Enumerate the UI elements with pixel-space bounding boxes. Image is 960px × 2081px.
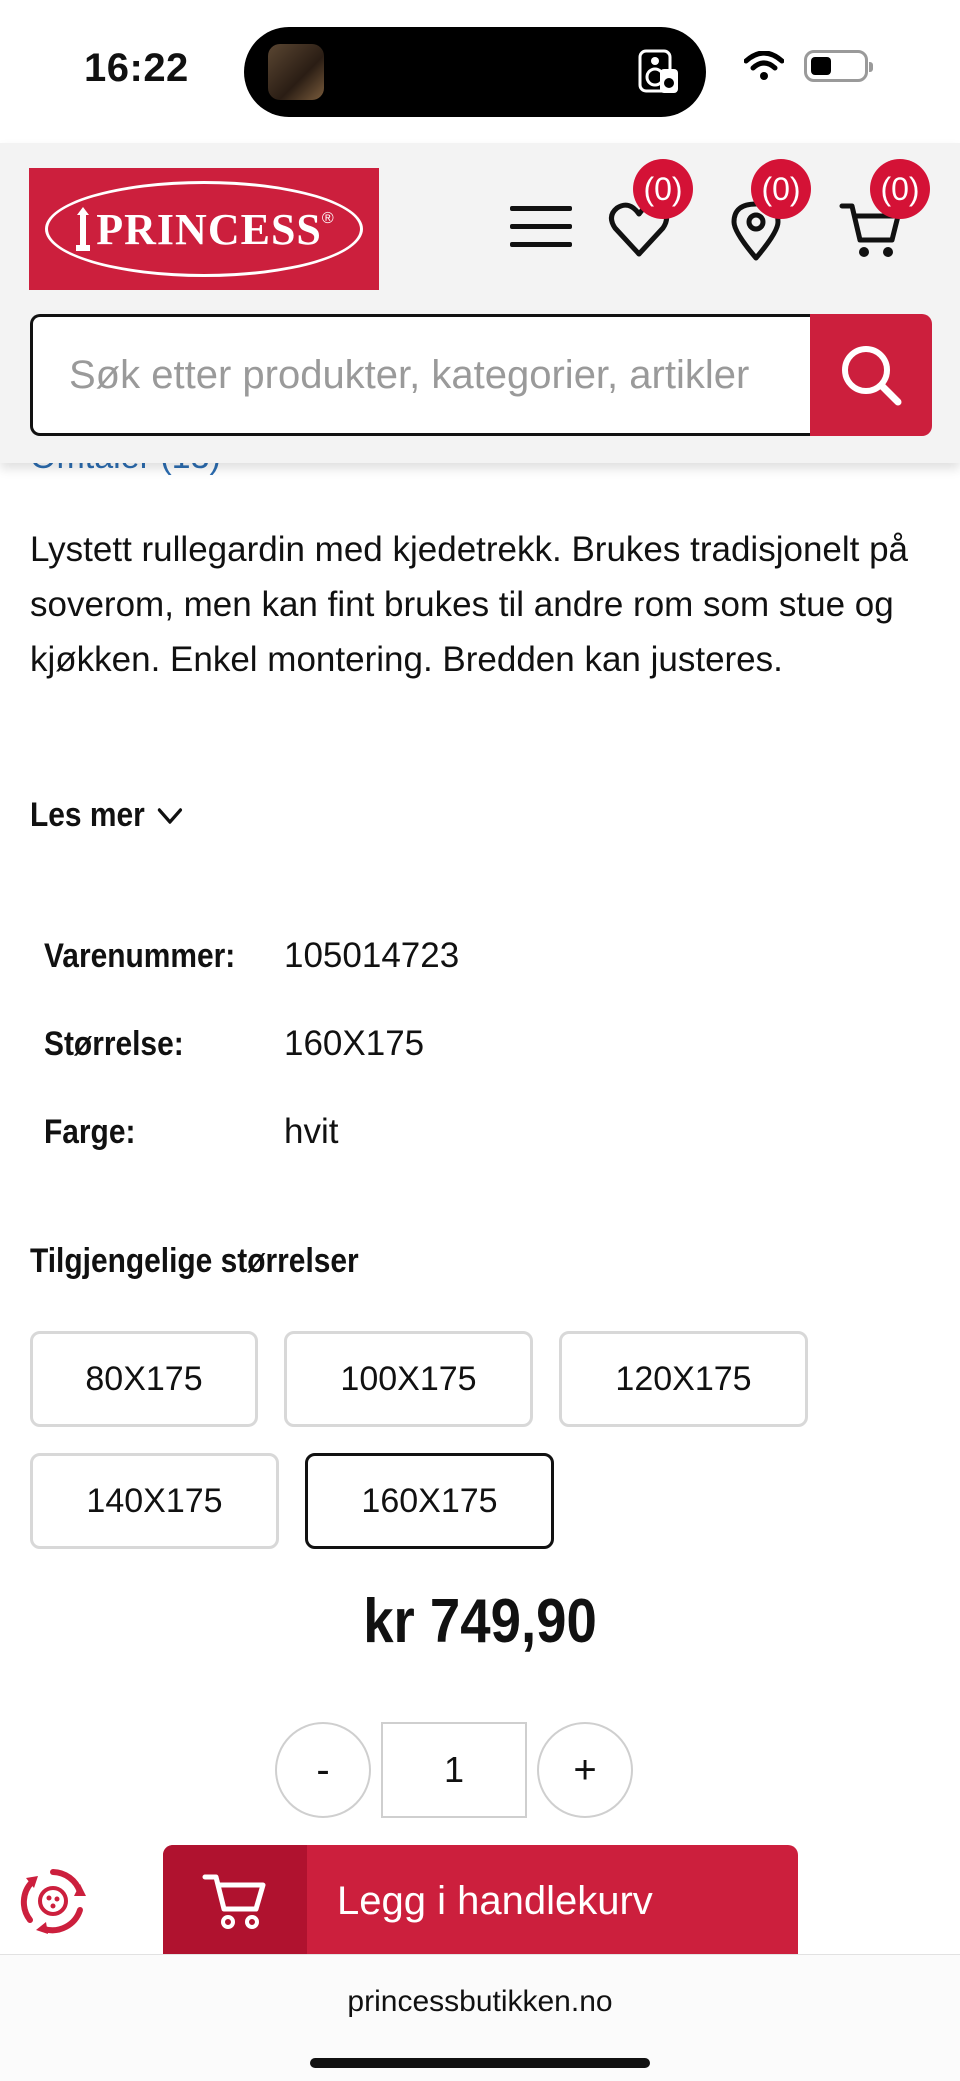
- browser-url-bar[interactable]: [0, 1954, 960, 2081]
- spec-value: hvit: [284, 1112, 339, 1151]
- size-option-140x175[interactable]: 140X175: [30, 1453, 279, 1549]
- status-bar: [0, 0, 960, 143]
- home-indicator: [310, 2058, 650, 2068]
- status-right: [744, 50, 868, 82]
- menu-button[interactable]: [510, 206, 572, 250]
- size-option-160x175[interactable]: 160X175: [305, 1453, 554, 1549]
- read-more-label: Les mer: [30, 796, 145, 834]
- spec-row: [44, 1000, 459, 1088]
- chevron-down-icon: [157, 806, 183, 826]
- quantity-decrease-button[interactable]: -: [275, 1722, 371, 1818]
- search-input[interactable]: [30, 314, 810, 436]
- now-playing-thumbnail: [268, 44, 324, 100]
- product-price: kr 749,90: [363, 1587, 597, 1656]
- size-option-80x175[interactable]: 80X175: [30, 1331, 258, 1427]
- sizes-title: Tilgjengelige størrelser: [30, 1242, 359, 1280]
- quantity-input[interactable]: [381, 1722, 527, 1818]
- site-header: [0, 143, 960, 463]
- wifi-icon: [744, 51, 784, 81]
- registered-mark: ®: [321, 210, 334, 227]
- spec-row: [44, 1088, 459, 1176]
- spec-label: Størrelse:: [44, 1024, 184, 1063]
- status-time: 16:22: [84, 46, 189, 90]
- spec-row: [44, 912, 459, 1000]
- stores-badge: (0): [751, 159, 811, 219]
- url-text: princessbutikken.no: [347, 1985, 613, 2018]
- dynamic-island: [244, 27, 706, 117]
- battery-icon: [804, 50, 868, 82]
- cart-icon: [202, 1871, 268, 1931]
- cart-badge: (0): [870, 159, 930, 219]
- size-option-120x175[interactable]: 120X175: [559, 1331, 808, 1427]
- product-specs: [44, 912, 459, 1176]
- tower-icon: [74, 207, 92, 251]
- search-bar: [30, 314, 932, 436]
- add-to-cart-button[interactable]: [163, 1845, 798, 1957]
- princess-logo[interactable]: [29, 168, 379, 290]
- spec-value: 105014723: [284, 936, 460, 975]
- add-to-cart-icon-box: [163, 1845, 307, 1957]
- recycle-badge-icon[interactable]: [18, 1866, 88, 1936]
- product-description: Lystett rullegardin med kjedetrekk. Brukes tradisjonelt på soverom, men kan fint brukes til andre rom som stue og kjøkken. Enkel montering. Bredden kan justeres.: [30, 530, 909, 679]
- spec-label: Varenummer:: [44, 936, 236, 975]
- speaker-icon: [636, 49, 680, 95]
- search-icon: [838, 342, 904, 408]
- logo-oval: [45, 181, 363, 277]
- read-more-toggle[interactable]: [30, 796, 183, 835]
- size-option-100x175[interactable]: 100X175: [284, 1331, 533, 1427]
- logo-text: PRINCESS: [96, 204, 322, 254]
- quantity-stepper: [275, 1722, 633, 1818]
- add-to-cart-label: Legg i handlekurv: [337, 1878, 653, 1923]
- search-button[interactable]: [810, 314, 932, 436]
- spec-value: 160X175: [284, 1024, 425, 1063]
- quantity-increase-button[interactable]: +: [537, 1722, 633, 1818]
- spec-label: Farge:: [44, 1112, 136, 1151]
- wishlist-badge: (0): [633, 159, 693, 219]
